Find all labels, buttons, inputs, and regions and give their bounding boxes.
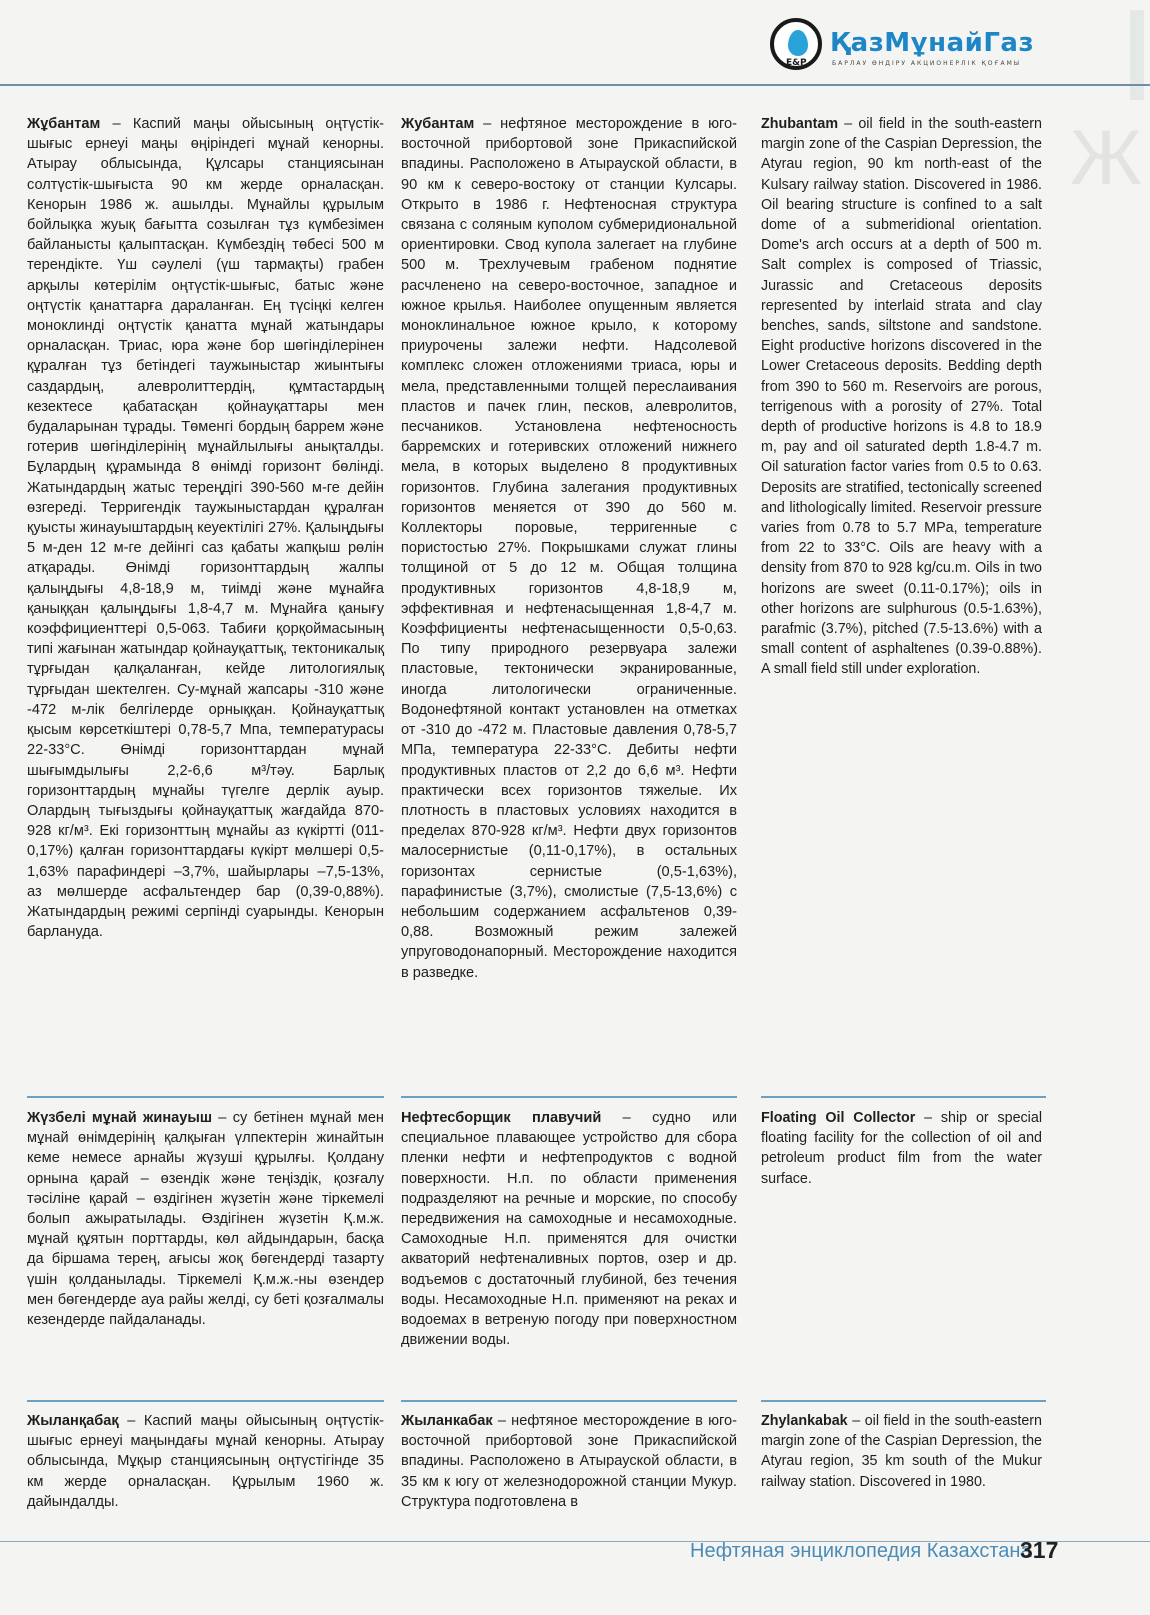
logo-emblem bbox=[770, 18, 822, 70]
term-heading: Floating Oil Collector bbox=[761, 1110, 916, 1126]
term-heading: Нефтесборщик плавучий bbox=[401, 1110, 602, 1126]
entry-text: – Каспий маңы ойысының оңтүстік-шығыс ернеуі маңы өңіріндегі мұнай кенорны. Атырау облысында, Құлсары станциясынан солтүстік-шығыста 90 км жерде орналасқан. Кенорын 1986 ж. ашылды. Мұнайлы құрылым бойлықка жуық бағытта созылған тұз күмбезімен байланысты қалыптасқан. Күмбездің төбесі 500 м терендікте. Үш сәулелі (үш тармақты) грабен арқылы көтерілім оңтүстік-шығыс, батыс және оңтүстік қанаттарға дараланған. Ең түсіңкі келген моноклинді оңтүстік қанатта мұнай жатындары орналасқан. Триас, юра және бор шөгінділерінен құралған тұз бетіндегі таужыныстар жиынтығы саздардың, алевролиттердің, құмтастардың кезектесе қабатасқан қойнауқаттары мен будаларынан тұрады. Төменгі бордың баррем және готерив шөгінділерінің мұнайлылығы анықталды. Бұлардың құрамында 8 өнімді горизонт бөлінді. Жатындардың жатыс тереңдігі 390-560 м-ге дейін өзгереді. Терригендік таужыныстардан құралған қуысты жинауыштардың кеуектілігі 27%. Қалыңдығы 5 м-ден 12 м-ге дейінгі саз қабаты жапқыш рөлін атқарады. Өнімді горизонттардың жалпы қалыңдығы 4,8-18,9 м, тиімді және мұнайға қаныққан қалыңдығы 1,8-4,7 м. Мұнайға қанығу коэффициенттері 0,5-063. Табиғи қорқоймасының типі жағынан жатындар қойнауқаттық, тектоникалық тұрғыдан қалқаланған, кейде литологиялық тұрғыдан шектелген. Су-мұнай жапсары -310 және -472 м-лік белгілерде орныққан. Қойнауқаттық қысым көрсеткіштері 0,78-5,7 Мпа, температурасы 22-33°С. Өнімді горизонттардан мұнай шығымдылығы 2,2-6,6 м³/тәу. Барлық горизонттардың мұнайы түгелге дерлік ауыр. Олардың тығыздығы қойнауқаттық жағдайда 870-928 кг/м³. Екі горизонттың мұнайы аз күкіртті (011-0,17%) қалған горизонттардағы күкірт мөлшері 0,5-1,63% парафиндері –3,7%, шайырлары –7,5-13%, аз мөлшерде асфальтендер бар (0,39-0,88%). Жатындардың режимі серпінді суарынды. Кенорын барлануда. bbox=[27, 116, 384, 941]
entry-text: – oil field in the south-eastern margin zone of the Caspian Depression, the Atyrau region, 90 km north-east of the Kulsary railway station. Discovered in 1986. Oil bearing structure is confined to a salt dome of a submeridional orientation. Dome's arch occurs at a depth of 500 m. Salt complex is composed of Triassic, Jurassic and Cretaceous deposits represented by interlaid strata and clay benches, sands, siltstone and sandstone. Eight productive horizons discovered in the Lower Cretaceous deposits. Bedding depth from 390 to 560 m. Reservoirs are porous, terrigenous with a porosity of 27%. Total depth of productive horizons is 4.8 to 18.9 m, pay and oil saturated depth 1.8-4.7 m. Oil saturation factor varies from 0.5 to 0.63. Deposits are stratified, tectonically screened and lithologically limited. Reservoir pressure varies from 0.78 to 5.7 MPa, temperature from 22 to 33°C. Oils are heavy with a density from 870 to 928 kg/cu.m. Oils in two horizons are sweet (0.11-0.17%); oils in other horizons are sulphurous (0.5-1.63%), parafmic (3.7%), pitched (7.5-13.6%) with a small content of asphaltenes (0.39-0.88%). A small field still under exploration. bbox=[761, 116, 1042, 678]
entry-floating-collector-kk bbox=[27, 1108, 384, 1330]
entry-text: – нефтяное месторождение в юго-восточной прибортовой зоне Прикаспийской впадины. Расположено в Атырауской области, в 90 км к северо-востоку от станции Кулсары. Открыто в 1986 г. Нефтеносная структура связана с соляным куполом субмеридиональной ориентировки. Свод купола залегает на глубине 500 м. Трехлучевым грабеном поднятие расчленено на северо-восточное, западное и южное крылья. Наиболее опущенным является моноклинальное южное крыло, к которому приурочены залежи нефти. Надсолевой комплекс сложен отложениями триаса, юры и мела, представленными толщей переслаивания пластов и пачек глин, песков, алевролитов, песчаников. Установлена нефтеносность барремских и готеривских отложений нижнего мела, в которых выделено 8 продуктивных горизонтов. Глубина залегания продуктивных горизонтов меняется от 390 до 560 м. Коллекторы поровые, терригенные с пористостью 27%. Покрышками служат глины толщиной от 5 до 12 м. Общая толщина продуктивных горизонтов 4,8-18,9 м, эффективная и нефтенасыщенная 1,8-4,7 м. Коэффициенты нефтенасыщенности 0,5-0,63. По типу природного резервуара залежи пластовые, тектонически экранированные, иногда литологически ограниченные. Водонефтяной контакт установлен на отметках от -310 до -472 м. Пластовые давления 0,78-5,7 МПа, температура 22-33°С. Дебиты нефти продуктивных пластов от 2,2 до 6,6 м³. Нефти практически всех горизонтов тяжелые. Их плотность в пластовых условиях находится в пределах 870-928 кг/м³. Нефти двух горизонтов малосернистые (0,11-0,17%), в остальных горизонтах сернистые (0,5-1,63%), парафинистые (3,7%), смолистые (7,5-13,6%) с небольшим содержанием асфальтенов 0,39-0,88. Возможный режим залежей упруговодонапорный. Месторождение находится в разведке. bbox=[401, 116, 737, 981]
entry-separator bbox=[27, 1096, 384, 1098]
entry-zhubantam-kk bbox=[27, 114, 384, 942]
entry-zhylankabak-ru bbox=[401, 1411, 737, 1512]
term-heading: Zhubantam bbox=[761, 116, 839, 132]
entry-floating-collector-en bbox=[761, 1108, 1042, 1189]
entry-separator bbox=[761, 1400, 1046, 1402]
kazmunaigaz-logo bbox=[770, 18, 1045, 76]
entry-separator bbox=[27, 1400, 384, 1402]
oil-drop-icon bbox=[788, 30, 808, 56]
term-heading: Жыланқабақ bbox=[27, 1413, 119, 1429]
entry-zhubantam-ru bbox=[401, 114, 737, 983]
entry-text: – судно или специальное плавающее устройство для сбора пленки нефти и нефтепродуктов с водной поверхности. Н.п. по области применения подразделяют на речные и морские, по способу передвижения на самоходные и несамоходные. Самоходные Н.п. применятся для очистки акваторий нефтеналивных портов, озер и др. водъемов с достаточный глубиной, без течения воды. Несамоходные Н.п. применяют на реках и водоемах в ветреную погоду при поверхностном движении воды. bbox=[401, 1110, 738, 1349]
entry-floating-collector-ru bbox=[401, 1108, 737, 1350]
entry-zhylankabak-kk bbox=[27, 1411, 384, 1512]
term-heading: Жүзбелі мұнай жинауыш bbox=[27, 1110, 213, 1126]
entry-separator bbox=[761, 1096, 1046, 1098]
entry-text: – нефтяное месторождение в юго-восточной прибортовой зоне Прикаспийской впадины. Расположено в Атырауской области, в 35 км к югу от железнодорожной станции Мукур. Структура подготовлена в bbox=[401, 1413, 737, 1510]
term-heading: Zhylankabak bbox=[761, 1413, 848, 1429]
entry-zhubantam-en bbox=[761, 114, 1042, 680]
term-heading: Жұбантам bbox=[27, 116, 101, 132]
footer-title: Нефтяная энциклопедия Казахстана bbox=[690, 1540, 1032, 1562]
page-edge-mark bbox=[1130, 10, 1144, 100]
header-rule bbox=[0, 84, 1150, 86]
entry-zhylankabak-en bbox=[761, 1411, 1042, 1492]
logo-subtitle: БАРЛАУ ӨНДІРУ АКЦИОНЕРЛІК ҚОҒАМЫ bbox=[832, 60, 1022, 67]
entry-separator bbox=[401, 1400, 737, 1402]
entry-separator bbox=[401, 1096, 737, 1098]
page-number: 317 bbox=[1020, 1537, 1059, 1563]
section-letter-watermark: Ж bbox=[1070, 113, 1143, 201]
entry-text: – су бетінен мұнай мен мұнай өнімдерінің қалқыған үлпектерін жинайтын кеме немесе арнайы жүзуші құрылғы. Қолдану орнына қарай – өзендік және теңіздік, қозғалу тәсіліне қарай – өздігінен жүзетін және тіркемелі болып ажыратылады. Өздігінен жүзетін Қ.м.ж. мұнай құятын порттарды, көл айдындарын, басқа да біршама терең, ағысы жоқ бөгендерді тазарту үшін қолданылады. Тіркемелі Қ.м.ж.-ны өзендер мен бөгендерде ауа райы желді, су беті қозғалмалы кезендерде пайдаланады. bbox=[27, 1110, 384, 1329]
entry-text: – ship or special floating facility for the collection of oil and petroleum product film from the water surface. bbox=[761, 1110, 1042, 1187]
term-heading: Жубантам bbox=[401, 116, 475, 132]
logo-wordmark: ҚазМұнайГаз bbox=[830, 28, 1035, 58]
term-heading: Жыланкабак bbox=[401, 1413, 493, 1429]
logo-badge: E&P bbox=[786, 58, 807, 68]
entry-text: – oil field in the south-eastern margin zone of the Caspian Depression, the Atyrau region, 35 km south of the Mukur railway station. Discovered in 1980. bbox=[761, 1413, 1042, 1490]
entry-text: – Каспий маңы ойысының оңтүстік-шығыс ернеуі маңындағы мұнай кенорны. Атырау облысында, Мұқыр станциясының оңтүстігінде 35 км жерде орналасқан. Құрылым 1960 ж. дайындалды. bbox=[27, 1413, 384, 1510]
